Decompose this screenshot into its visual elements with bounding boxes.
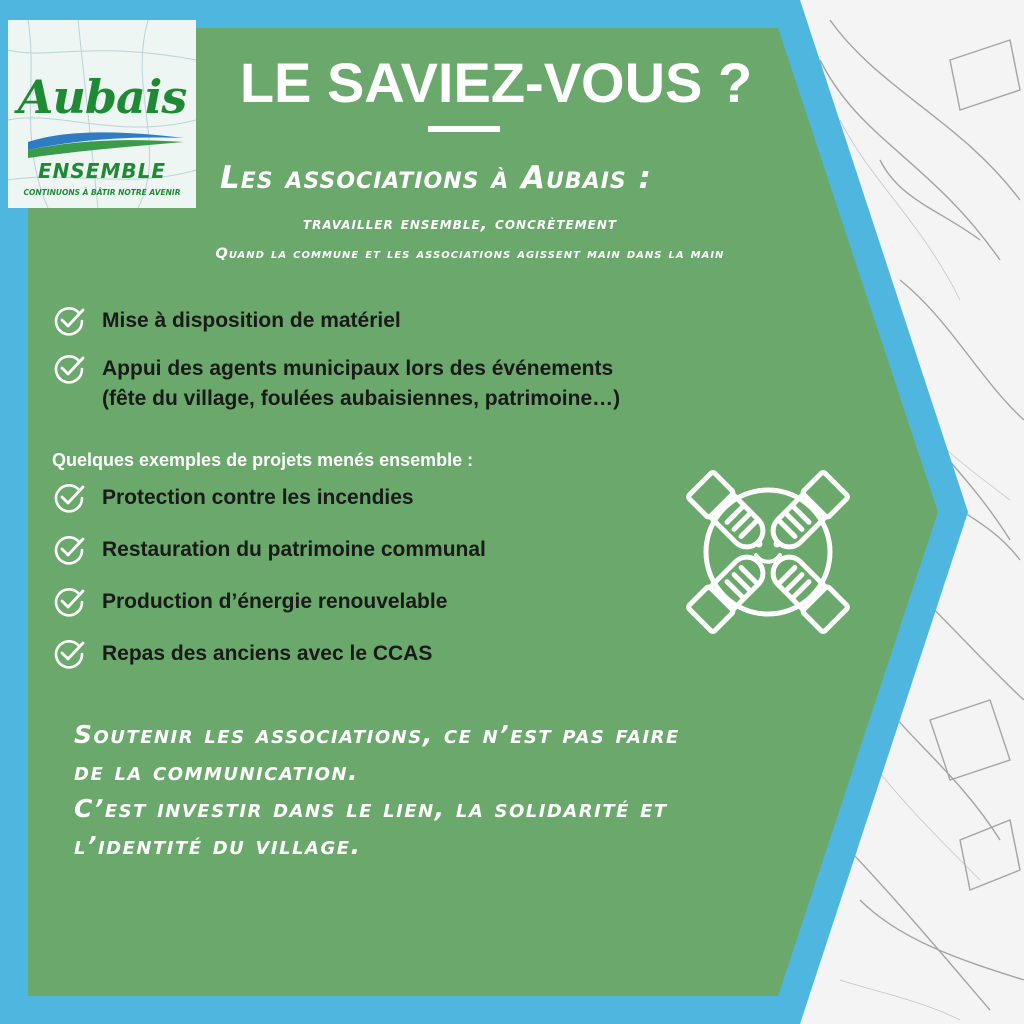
list-item-label: Production d’énergie renouvelable [102, 590, 448, 613]
check-circle-icon [52, 304, 86, 338]
list-item-label: Repas des anciens avec le CCAS [102, 642, 433, 665]
check-circle-icon [52, 585, 86, 619]
check-circle-icon [52, 352, 86, 386]
list-item [52, 354, 752, 414]
aubais-ensemble-logo [8, 20, 196, 208]
list-item [52, 483, 752, 515]
tagline-primary: travailler ensemble, concrètement [302, 214, 618, 234]
list-item-label: Mise à disposition de matériel [102, 309, 401, 332]
logo-tagline: CONTINUONS À BÂTIR NOTRE AVENIR [23, 188, 181, 197]
hands-together-icon [668, 452, 868, 652]
logo-wave-icon [26, 128, 186, 160]
list-item [52, 587, 752, 619]
title-underline [428, 126, 500, 132]
tagline-secondary: Quand la commune et les associations agissent main dans la main [215, 246, 725, 262]
closing-line: l’identité du village. [74, 831, 362, 860]
check-circle-icon [52, 533, 86, 567]
closing-statement [74, 716, 774, 864]
closing-line: C’est investir dans le lien, la solidarité et [74, 794, 668, 823]
list-item-label: Restauration du patrimoine communal [102, 538, 486, 561]
page-title: LE SAVIEZ-VOUS ? [239, 51, 753, 114]
logo-name: Aubais [17, 70, 187, 124]
list-item [52, 535, 752, 567]
logo-subtitle: ENSEMBLE [37, 159, 167, 183]
examples-list [52, 483, 752, 691]
check-circle-icon [52, 637, 86, 671]
closing-line: Soutenir les associations, ce n’est pas faire [74, 720, 680, 749]
check-circle-icon [52, 481, 86, 515]
list-item-detail: (fête du village, foulées aubaisiennes, patrimoine…) [102, 387, 621, 410]
examples-heading: Quelques exemples de projets menés ensemble : [52, 450, 474, 470]
page-subtitle: Les associations à Aubais : [220, 160, 652, 196]
list-item-label: Protection contre les incendies [102, 486, 414, 509]
list-item [52, 639, 752, 671]
closing-line: de la communication. [74, 757, 360, 786]
support-list [52, 306, 752, 430]
list-item-label: Appui des agents municipaux lors des événements [102, 357, 614, 380]
list-item [52, 306, 752, 338]
list-item-text-block [102, 354, 620, 414]
